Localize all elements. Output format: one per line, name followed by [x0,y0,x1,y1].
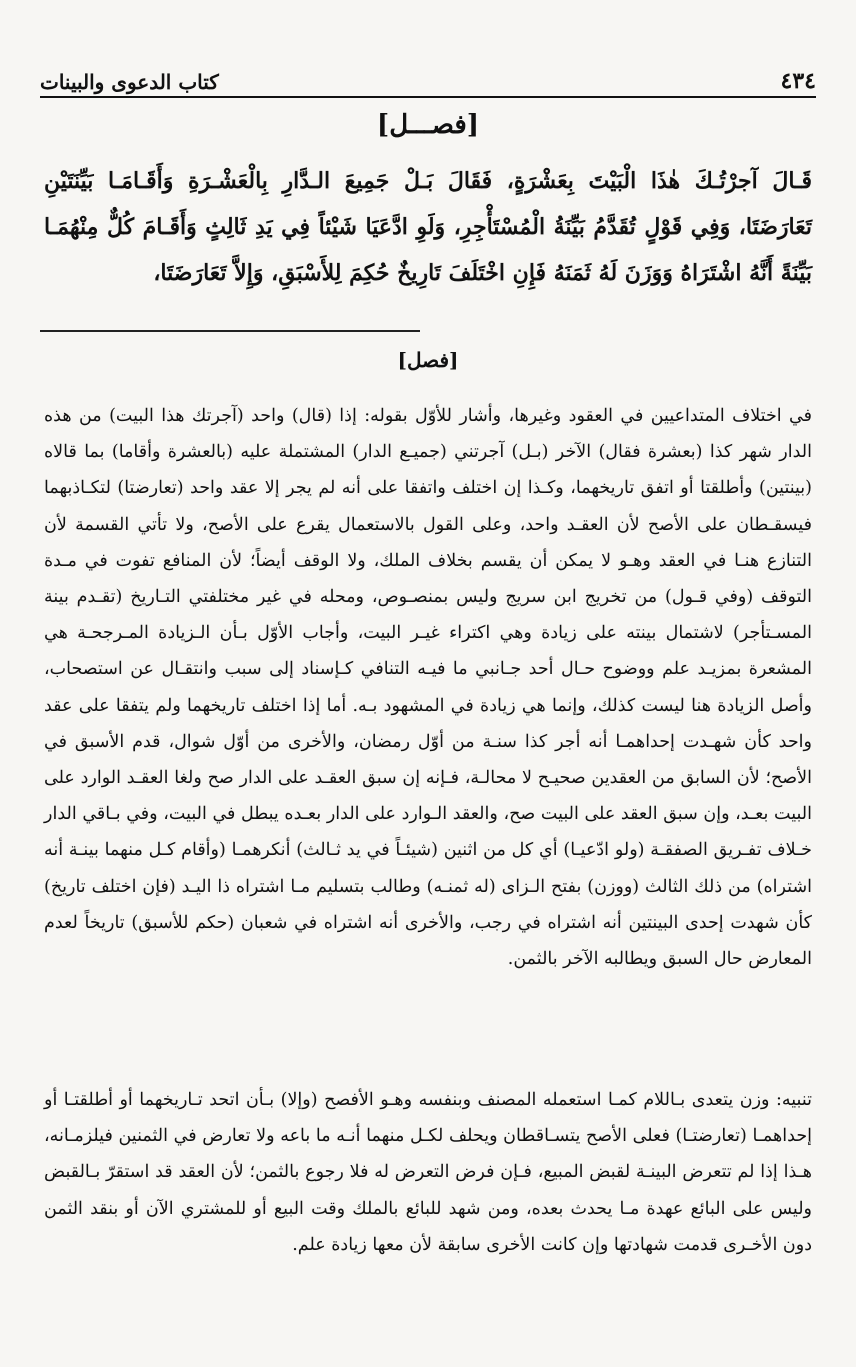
sharh-section-heading: [فصل] [397,348,459,372]
page-header [40,58,816,94]
tanbih-paragraph: تنبيه: وزن يتعدى بـاللام كمـا استعمله المصنف وبنفسه وهـو الأفصح (وإلا) بـأن اتحد تـاريخهما أو أطلقتـا أو إحداهمـا (تعارضتـا) فعلى الأصح يتسـاقطان ويحلف لكـل منهما أنـه ما باعه ولا تعارض في الثمنين فيلزمـانه، هـذا إذا لم تتعرض البينـة لقبض المبيع، فـإن فرض التعرض له فلا رجوع بالثمن؛ لأن العقد قد استقرّ بـالقبض وليس على البائع عهدة مـا يحدث بعده، ومن شهد للبائع بالملك وقت البيع أو للمشتري الآن أو بنقد الثمن دون الأخـرى قدمت شهادتها وإن كانت الأخرى سابقة لأن معها زيادة علم. [44,1090,812,1255]
running-title: كتاب الدعوى والبينات [40,70,219,94]
header-rule [40,96,816,98]
matn-section-heading: [فصـــل] [376,110,480,140]
tanbih-note [44,1082,812,1263]
footnote-divider [40,330,420,332]
page-number: ٤٣٤ [780,68,816,94]
sharh-body [44,398,812,977]
sharh-paragraph: في اختلاف المتداعيين في العقود وغيرها، وأشار للأوّل بقوله: إذا (قال) واحد (آجرتك هذا البيت) من هذه الدار شهر كذا (بعشرة فقال) الآخر (بـل) آجرتني (جميـع الدار) المشتملة عليه (بالعشرة وأقاما) بما قالاه (بينتين) وأطلقتا أو اتفق تاريخهما، وكـذا إن اختلف واتفقا على أنه لم يجر إلا عقد واحد (تعارضتا) لتكـاذبهما فيسقـطان على الأصح لأن العقـد واحد، وعلى القول بالاستعمال يقرع على الأصح، ولا تأتي القسمة لأن التنازع هنـا في العقد وهـو لا يمكن أن يقسم بخلاف الملك، ولا الوقف أيضاً؛ لأن المنافع تفوت في مـدة التوقف (وفي قـول) من تخريج ابن سريج وليس بمنصـوص، ومحله في غير مختلفتي التـاريخ (تقـدم بينة المسـتأجر) لاشتمال بينته على زيادة وهي اكتراء غيـر البيت، وأجاب الأوّل بـأن الـزيادة المـرجحـة هي المشعرة بمزيـد علم ووضوح حـال أحد جـانبي ما فيـه التنافي كـإسناد إلى سبب وانتقـال عن استصحاب، وأصل الزيادة هنا ليست كذلك، وإنما هي زيادة في المشهود بـه. أما إذا اختلف تاريخهما ولم يتفقا على عقد واحد كأن شهـدت إحداهمـا أنه أجر كذا سنـة من أوّل رمضان، والأخرى من أوّل شوال، قدم الأسبق في الأصح؛ لأن السابق من العقدين صحيـح لا محالـة، فـإنه إن سبق العقـد على الدار صح ولغا العقـد الوارد على البيت بعـد، وإن سبق العقد على البيت صح، والعقد الـوارد على الدار بعـده يبطل في البيت، وفي بـاقي الدار خـلاف تفـريق الصفقـة (ولو ادّعيـا) أي كل من اثنين (شيئـاً في يد ثـالث) أنكرهمـا (وأقام كـل منهما بينـة أنه اشتراه) من ذلك الثالث (ووزن) بفتح الـزاى (له ثمنـه) وطالب بتسليم مـا اشتراه ذا اليـد (فإن اختلف تاريخ) كأن شهدت إحدى البينتين أنه اشتراه في رجب، والأخرى أنه اشتراه في شعبان (حكم للأسبق) تاريخاً لعدم المعارض حال السبق ويطالبه الآخر بالثمن. [44,406,812,970]
matn-text: قَـالَ آجرْتُـكَ هٰذَا الْبَيْتَ بِعَشْرَةٍ، فَقَالَ بَـلْ جَمِيعَ الـدَّارِ بِالْعَشْـرَةِ وَأَقَـامَـا بَيِّنَتَيْنِ تَعَارَضَتَا، وَفِي قَوْلٍ تُقَدَّمُ بَيِّنَةُ الْمُسْتَأْجِرِ، وَلَوِ ادَّعَيَا شَيْئاً فِي يَدِ ثَالِثٍ وَأَقَـامَ كُلٌّ مِنْهُمَـا بَيِّنَةً أَنَّهُ اشْتَرَاهُ وَوَزَنَ لَهُ ثَمَنَهُ فَإِنِ اخْتَلَفَ تَارِيخٌ حُكِمَ لِلأَسْبَقِ، وَإِلاَّ تَعَارَضَتَا، [44,168,812,286]
